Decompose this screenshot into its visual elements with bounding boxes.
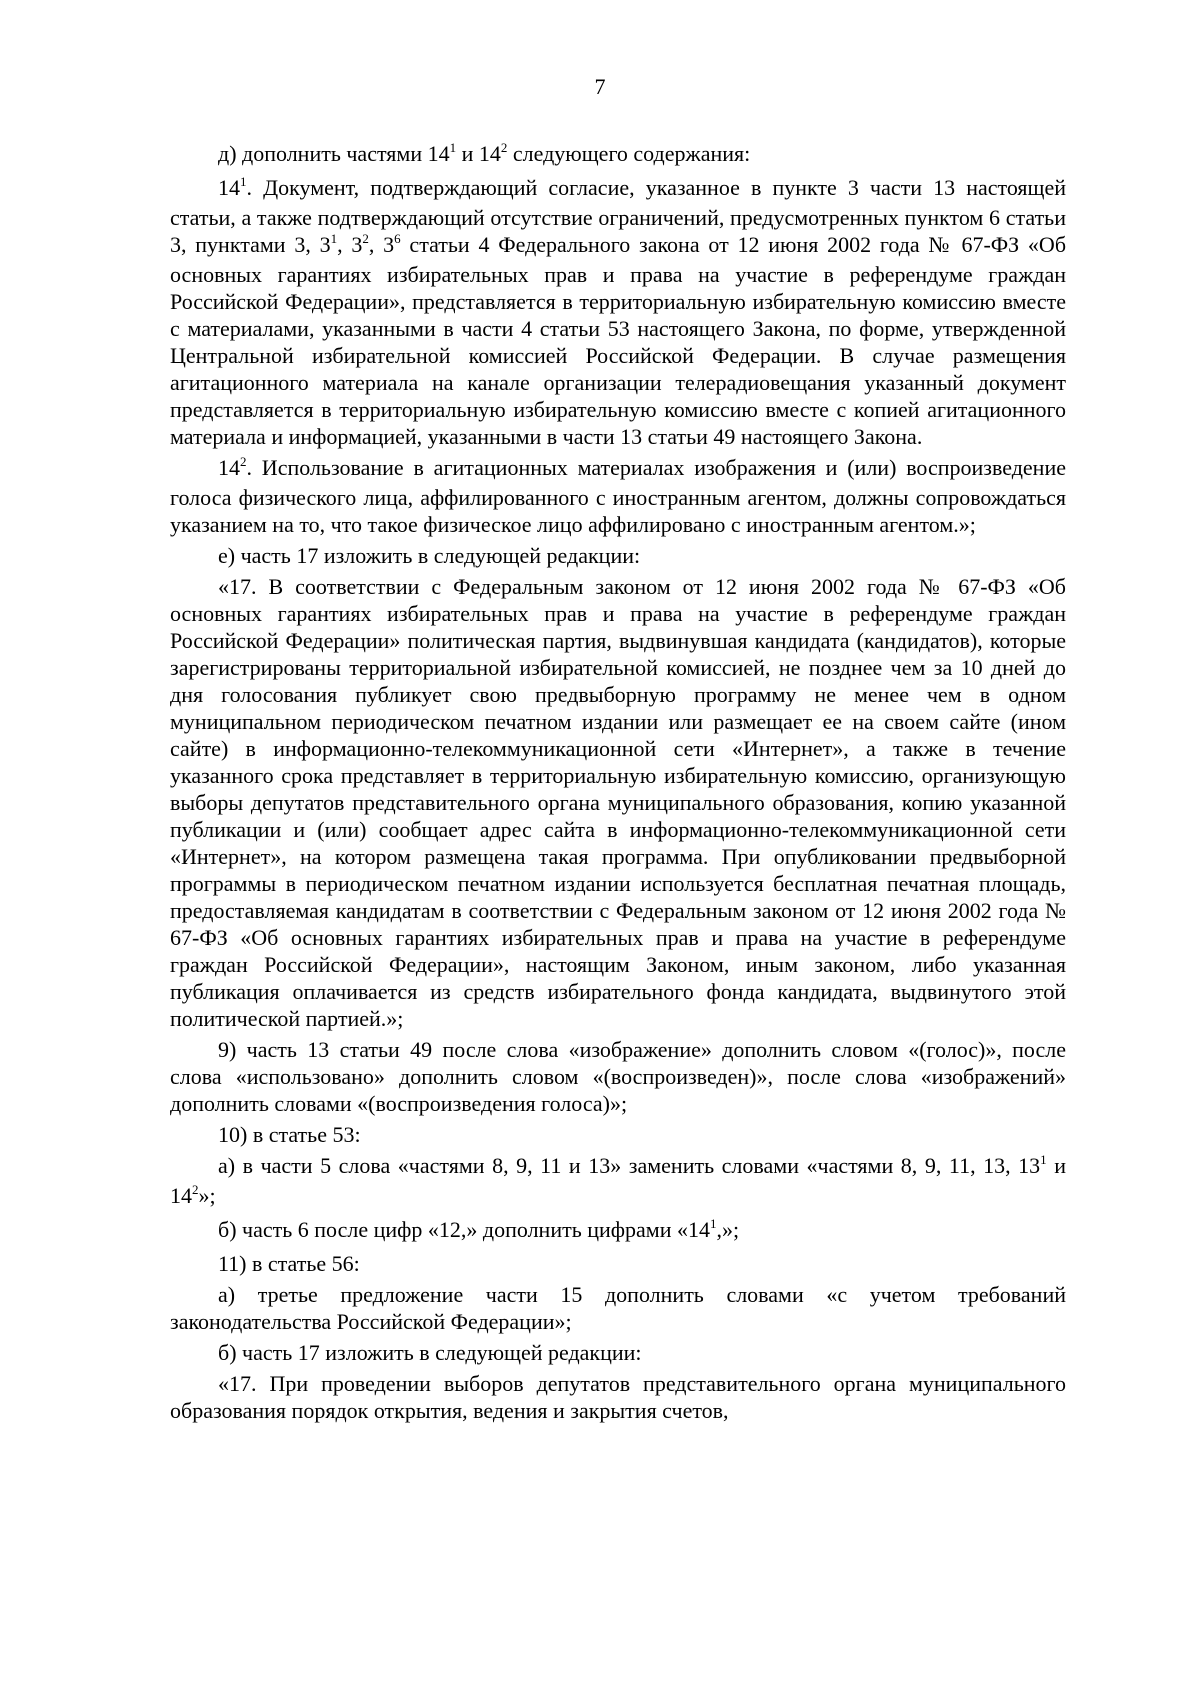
paragraph-10-a bbox=[170, 1152, 1066, 1212]
paragraph-10: 10) в статье 53: bbox=[218, 1122, 361, 1147]
superscript: 1 bbox=[449, 140, 457, 155]
text-segment: а) в части 5 слова «частями 8, 9, 11 и 13» заменить словами «частями 8, 9, 11, 13, 13 bbox=[218, 1153, 1041, 1178]
text-segment: . Использование в агитационных материалах изображения и (или) воспроизведение голоса физического лица, аффилированного с иностранным агентом, должны сопровождаться указанием на то, что такое физическое лицо аффилировано с иностранным агентом.»; bbox=[170, 455, 1066, 537]
superscript: 1 bbox=[1040, 1152, 1047, 1167]
text-segment: 14 bbox=[218, 455, 240, 480]
text-segment: , 3 bbox=[368, 232, 395, 257]
paragraph-10-b bbox=[170, 1216, 1066, 1246]
text-segment: и 14 bbox=[456, 141, 501, 166]
superscript: 1 bbox=[330, 231, 338, 246]
paragraph-11-a: а) третье предложение части 15 дополнить словами «с учетом требований законодательства Российской Федерации»; bbox=[170, 1282, 1066, 1334]
superscript: 2 bbox=[362, 231, 369, 246]
paragraph-9: 9) часть 13 статьи 49 после слова «изображение» дополнить словом «(голос)», после слова «использовано» дополнить словом «(воспроизведен)», после слова «изображений» дополнить словами «(воспроизведения голоса)»; bbox=[170, 1037, 1066, 1116]
text-segment: б) часть 6 после цифр «12,» дополнить цифрами «14 bbox=[218, 1217, 711, 1242]
paragraph-14-1 bbox=[170, 174, 1066, 450]
superscript: 2 bbox=[240, 454, 247, 469]
text-segment: следующего содержания: bbox=[507, 141, 751, 166]
page-number: 7 bbox=[594, 74, 606, 99]
superscript: 2 bbox=[500, 140, 508, 155]
superscript: 1 bbox=[240, 174, 247, 189]
text-segment: . Документ, подтверждающий согласие, указанное в пункте 3 части 13 настоящей статьи, а также подтверждающий отсутствие ограничений, предусмотренных пунктом 6 статьи 3, пунктами 3, 3 bbox=[170, 175, 1066, 257]
paragraph-17-new: «17. При проведении выборов депутатов представительного органа муниципального образования порядок открытия, ведения и закрытия счетов, bbox=[170, 1371, 1066, 1423]
superscript: 6 bbox=[394, 231, 401, 246]
text-segment: статьи 4 Федерального закона от 12 июня 2002 года № 67-ФЗ «Об основных гарантиях избирательных прав и права на участие в референдуме граждан Российской Федерации», представляется в территориальную избирательную комиссию вместе с материалами, указанными в части 4 статьи 53 настоящего Закона, по форме, утвержденной Центральной избирательной комиссией Российской Федерации. В случае размещения агитационного материала на канале организации телерадиовещания указанный документ представляется в территориальную избирательную комиссию вместе с копией агитационного материала и информацией, указанными в части 13 статьи 49 настоящего Закона. bbox=[170, 232, 1067, 449]
paragraph-14-2 bbox=[170, 454, 1066, 538]
text-segment: ,»; bbox=[716, 1217, 740, 1242]
superscript: 2 bbox=[192, 1182, 199, 1197]
text-segment: »; bbox=[198, 1183, 216, 1208]
text-segment: д) дополнить частями 14 bbox=[218, 141, 450, 166]
paragraph-11: 11) в статье 56: bbox=[218, 1251, 360, 1276]
superscript: 1 bbox=[710, 1216, 717, 1231]
document-body bbox=[170, 140, 1066, 1428]
text-segment: и 14 bbox=[170, 1153, 1066, 1208]
paragraph-17: «17. В соответствии с Федеральным законом от 12 июня 2002 года № 67-ФЗ «Об основных гарантиях избирательных прав и права на участие в референдуме граждан Российской Федерации» политическая партия, выдвинувшая кандидата (кандидатов), которые зарегистрированы территориальной избирательной комиссией, не позднее чем за 10 дней до дня голосования публикует свою предвыборную программу не менее чем в одном муниципальном периодическом печатном издании или размещает ее на своем сайте (ином сайте) в информационно-телекоммуникационной сети «Интернет», а также в течение указанного срока представляет в территориальную избирательную комиссию, организующую выборы депутатов представительного органа муниципального образования, копию указанной публикации и (или) сообщает адрес сайта в информационно-телекоммуникационной сети «Интернет», на котором размещена такая программа. При опубликовании предвыборной программы в периодическом печатном издании используется бесплатная печатная площадь, предоставляемая кандидатам в соответствии с Федеральным законом от 12 июня 2002 года № 67-ФЗ «Об основных гарантиях избирательных прав и права на участие в референдуме граждан Российской Федерации», настоящим Законом, иным законом, либо указанная публикация оплачивается из средств избирательного фонда кандидата, выдвинутого этой политической партией.»; bbox=[170, 574, 1066, 1031]
paragraph-11-b: б) часть 17 изложить в следующей редакции: bbox=[218, 1340, 642, 1365]
paragraph-e: е) часть 17 изложить в следующей редакции: bbox=[218, 543, 641, 568]
text-segment: , 3 bbox=[337, 232, 363, 257]
paragraph-d bbox=[170, 140, 1066, 170]
text-segment: 14 bbox=[218, 175, 240, 200]
